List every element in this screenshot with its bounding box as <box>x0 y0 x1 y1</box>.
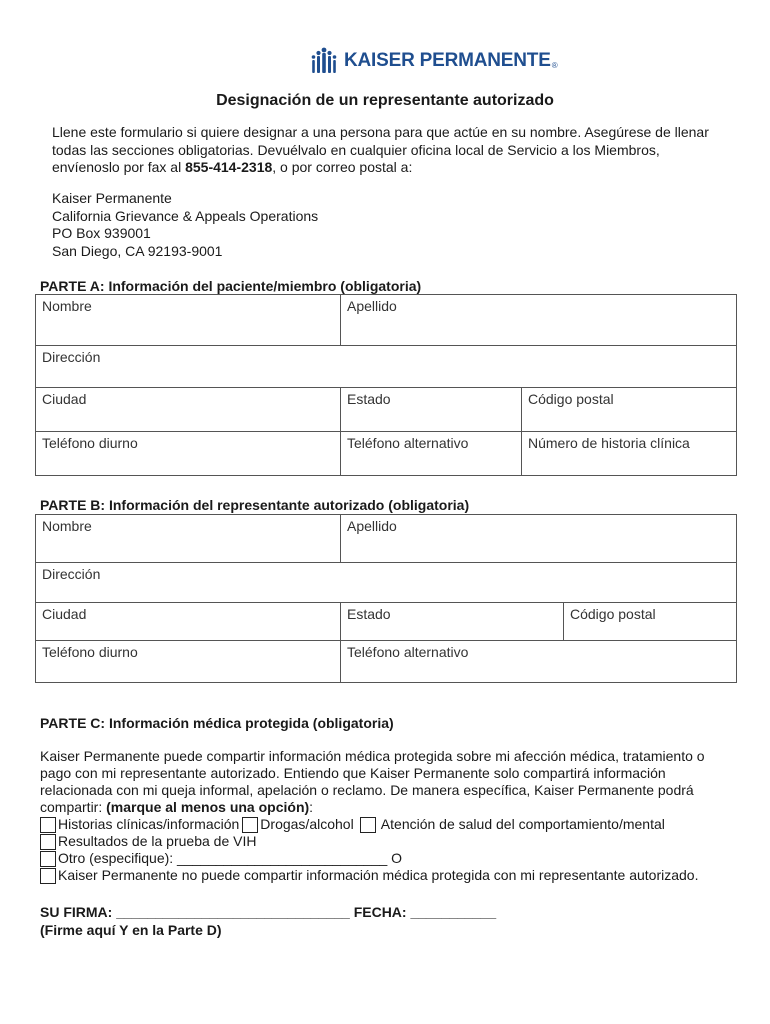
part-a-zip-field[interactable] <box>522 388 737 432</box>
field-label: Código postal <box>570 606 656 622</box>
field-label: Estado <box>347 606 391 622</box>
part-a-address-field[interactable] <box>36 346 737 388</box>
part-b-title: Información del representante autorizado (obligatoria) <box>105 497 470 513</box>
field-label: Teléfono diurno <box>42 644 138 660</box>
part-b-zip-field[interactable] <box>564 603 737 641</box>
part-a-state-field[interactable] <box>341 388 522 432</box>
part-b-heading <box>40 497 469 513</box>
part-b-label: PARTE B: <box>40 497 106 513</box>
option-row <box>40 833 730 850</box>
part-a-title: Información del paciente/miembro (obligatoria) <box>104 278 422 294</box>
field-label: Teléfono alternativo <box>347 644 469 660</box>
records-checkbox[interactable] <box>40 817 56 833</box>
no-share-option-label: Kaiser Permanente no puede compartir información médica protegida con mi representante autorizado. <box>58 867 699 883</box>
option-row <box>40 867 730 884</box>
logo-registered-mark: ® <box>551 60 558 70</box>
drugs-option-label: Drogas/alcohol <box>260 816 354 832</box>
address-line: Kaiser Permanente <box>52 190 172 206</box>
part-b-form <box>35 514 737 683</box>
address-line: California Grievance & Appeals Operations <box>52 207 319 224</box>
part-c-label: PARTE C: <box>40 715 106 731</box>
part-c-heading <box>40 715 394 731</box>
field-label: Número de historia clínica <box>528 435 690 451</box>
part-c-body <box>40 748 730 816</box>
part-a-last-name-field[interactable] <box>341 295 737 346</box>
part-a-first-name-field[interactable] <box>36 295 341 346</box>
mailing-address <box>52 190 318 260</box>
hiv-checkbox[interactable] <box>40 834 56 850</box>
address-line: San Diego, CA 92193-9001 <box>52 242 223 259</box>
part-a-day-phone-field[interactable] <box>36 432 341 476</box>
no-share-checkbox[interactable] <box>40 868 56 884</box>
address-line: PO Box 939001 <box>52 225 151 241</box>
signature-date-line[interactable]: SU FIRMA: ______________________________ FECHA: ___________ <box>40 904 497 920</box>
field-label: Ciudad <box>42 391 87 407</box>
field-label: Código postal <box>528 391 614 407</box>
part-a-heading <box>40 278 421 294</box>
field-label: Nombre <box>42 518 92 534</box>
logo-text: KAISER PERMANENTE <box>344 50 551 71</box>
part-b-alt-phone-field[interactable] <box>341 641 737 683</box>
field-label: Ciudad <box>42 606 87 622</box>
part-b-first-name-field[interactable] <box>36 515 341 563</box>
intro-text-1: Llene este formulario si quiere designar a una persona para que actúe en su nombre. Asegúrese de llenar todas las secciones obligatorias. Devuélvalo en cualquier oficina local de Servicio a los Miembros, envíenoslo por fax al <box>52 124 709 175</box>
hiv-option-label: Resultados de la prueba de VIH <box>58 833 257 849</box>
field-label: Estado <box>347 391 391 407</box>
field-label: Teléfono alternativo <box>347 435 469 451</box>
other-option-label: Otro (especifique): ___________________________ O <box>58 850 403 866</box>
people-logo-icon <box>310 47 338 75</box>
part-a-label: PARTE A: <box>40 278 105 294</box>
part-c-content <box>40 748 730 884</box>
signature-block <box>40 903 496 939</box>
part-c-colon: : <box>309 799 314 815</box>
part-a-alt-phone-field[interactable] <box>341 432 522 476</box>
records-option-label: Historias clínicas/información <box>58 816 240 832</box>
part-b-address-field[interactable] <box>36 563 737 603</box>
field-label: Apellido <box>347 298 397 314</box>
kaiser-logo <box>310 46 558 76</box>
part-a-form <box>35 294 737 476</box>
intro-text-2: , o por correo postal a: <box>272 159 413 175</box>
part-c-title: Información médica protegida (obligatoria) <box>105 715 394 731</box>
part-a-record-number-field[interactable] <box>522 432 737 476</box>
drugs-checkbox[interactable] <box>242 817 258 833</box>
field-label: Nombre <box>42 298 92 314</box>
part-b-city-field[interactable] <box>36 603 341 641</box>
field-label: Apellido <box>347 518 397 534</box>
page-title: Designación de un representante autorizado <box>216 92 554 109</box>
field-label: Dirección <box>42 566 101 582</box>
behavioral-option-label: Atención de salud del comportamiento/mental <box>377 816 665 832</box>
intro-paragraph <box>52 124 722 177</box>
field-label: Teléfono diurno <box>42 435 138 451</box>
option-row <box>40 850 730 867</box>
field-label: Dirección <box>42 349 101 365</box>
other-checkbox[interactable] <box>40 851 56 867</box>
fax-number: 855-414-2318 <box>185 159 273 175</box>
part-b-last-name-field[interactable] <box>341 515 737 563</box>
signature-note: (Firme aquí Y en la Parte D) <box>40 922 222 938</box>
behavioral-checkbox[interactable] <box>360 817 376 833</box>
part-c-instruction: (marque al menos una opción) <box>106 799 310 815</box>
part-a-city-field[interactable] <box>36 388 341 432</box>
part-c-body-text: Kaiser Permanente puede compartir información médica protegida sobre mi afección médica, tratamiento o pago con mi representante autorizado. Entiendo que Kaiser Permanente solo compartirá información relacionada con mi queja informal, apelación o reclamo. De manera específica, Kaiser Permanente podrá compartir: <box>40 748 705 815</box>
option-row <box>40 816 730 833</box>
part-b-state-field[interactable] <box>341 603 564 641</box>
part-b-day-phone-field[interactable] <box>36 641 341 683</box>
